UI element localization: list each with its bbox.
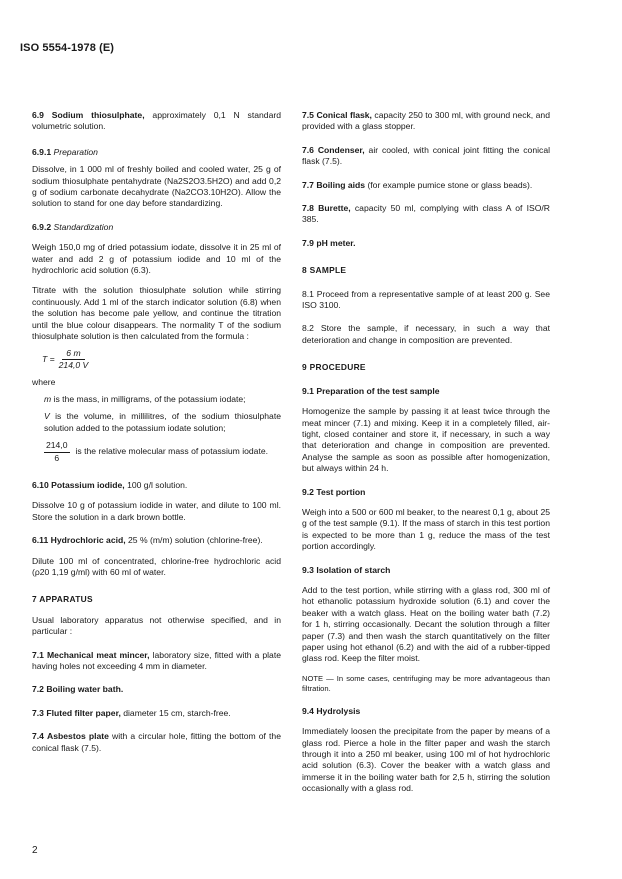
paragraph-8-1: 8.1 Proceed from a representative sample of at least 200 g. See ISO 3100.	[302, 288, 550, 311]
where-m: m is the mass, in milligrams, of the potassium iodate;	[44, 393, 246, 404]
right-column	[302, 110, 550, 795]
heading-procedure: 9 PROCEDURE	[302, 362, 366, 373]
heading-9-2: 9.2 Test portion	[302, 486, 366, 497]
paragraph-6-9-2-b: Titrate with the solution thiosulphate solution while stirring continuously. Add 1 ml of the starch indicator solution (6.8) when the solution has become pale yellow, and continue the titration until the blue colour disappears. The normality T of the sodium thiosulphate solution is then calculated from the formula :	[32, 285, 281, 342]
section-6-9: 6.9 Sodium thiosulphate, approximately 0,1 N standard volumetric solution.	[32, 110, 281, 132]
page-number: 2	[32, 845, 38, 856]
section-7-8: 7.8 Burette, capacity 50 ml, complying with class A of ISO/R 385.	[302, 203, 551, 225]
note-centrifuging: NOTE — In some cases, centrifuging may be more advantageous than filtration.	[302, 673, 550, 693]
paragraph-9-2: Weigh into a 500 or 600 ml beaker, to the nearest 0,1 g, about 25 g of the test sample (9.1). If the mass of starch in this test portion is expected to be more than 1 g, reduce the mass of the test portion accordingly.	[302, 506, 550, 552]
paragraph-9-3: Add to the test portion, while stirring with a glass rod, 300 ml of hot ethanolic potassium hydroxide solution (6.1) and cover the beaker with a watch glass. Heat on the boiling water bath (7.2) for 1 h, stirring occasionally. Decant the solution through a filter paper (7.3) and then wash the starch quantitatively on the filter paper using hot ethanol (6.2) and with the aid of a rubber-tipped glass rod. Keep the filter moist.	[302, 584, 550, 664]
paragraph-8-2: 8.2 Store the sample, if necessary, in such a way that deterioration and change in composition are prevented.	[302, 323, 550, 345]
heading-6-9-2: 6.9.2 Standardization	[32, 221, 114, 232]
paragraph-9-1: Homogenize the sample by passing it at least twice through the meat mincer (7.1) and mixing. Keep it in a completely filled, air-tight, closed container and store it, if necessary, in such a way that deterioration and change in composition are prevented. Analyse the sample as soon as possible after homogenization, but always within 24 h.	[302, 406, 550, 474]
section-7-2: 7.2 Boiling water bath.	[32, 684, 124, 695]
paragraph-6-10: Dissolve 10 g of potassium iodide in water, and dilute to 100 ml. Store the solution in a dark brown bottle.	[32, 500, 281, 522]
document-header: ISO 5554-1978 (E)	[20, 42, 115, 54]
heading-apparatus: 7 APPARATUS	[32, 594, 93, 605]
section-7-4: 7.4 Asbestos plate with a circular hole, fitting the bottom of the conical flask (7.5).	[32, 731, 281, 753]
where-v: V is the volume, in millilitres, of the sodium thiosulphate solution added to the potassium iodate solution;	[44, 411, 282, 433]
heading-9-3: 9.3 Isolation of starch	[302, 564, 391, 575]
section-7-9: 7.9 pH meter.	[302, 237, 356, 248]
paragraph-9-4: Immediately loosen the precipitate from the paper by means of a glass rod. Pierce a hole in the filter paper and wash the starch through it into a 250 ml beaker, using 100 ml of hot hydrochloric acid solution (6.3). Cover the beaker with a watch glass and immerse it in the boiling water bath for 2,5 h, stirring the solution occasionally with a glass rod.	[302, 726, 550, 794]
section-7-7: 7.7 Boiling aids (for example pumice stone or glass beads).	[302, 179, 533, 190]
section-7-3: 7.3 Fluted filter paper, diameter 15 cm, starch-free.	[32, 707, 231, 718]
where-label: where	[32, 376, 56, 387]
paragraph-apparatus: Usual laboratory apparatus not otherwise specified, and in particular :	[32, 614, 281, 637]
section-7-6: 7.6 Condenser, air cooled, with conical joint fitting the conical flask (7.5).	[302, 144, 551, 167]
section-6-11: 6.11 Hydrochloric acid, 25 % (m/m) solution (chlorine-free).	[32, 535, 263, 546]
section-7-1: 7.1 Mechanical meat mincer, laboratory size, fitted with a plate having holes not exceeding 4 mm in diameter.	[32, 649, 282, 671]
left-column	[32, 110, 281, 754]
section-7-5: 7.5 Conical flask, capacity 250 to 300 ml, with ground neck, and provided with a glass stopper.	[302, 110, 550, 132]
paragraph-6-11: Dilute 100 ml of concentrated, chlorine-free hydrochloric acid (ρ20 1,19 g/ml) with 60 ml of water.	[32, 555, 281, 577]
paragraph-6-9-1: Dissolve, in 1 000 ml of freshly boiled and cooled water, 25 g of sodium thiosulphate pentahydrate (Na2S2O3.5H2O) and add 0,2 g of sodium carbonate decahydrate (Na2CO3.10H2O). Allow the solution to stand for one day before standardizing.	[32, 164, 281, 209]
heading-9-4: 9.4 Hydrolysis	[302, 705, 361, 716]
normality-formula: T = $\frac{6 m}{214,0 V}$	[42, 347, 89, 370]
heading-9-1: 9.1 Preparation of the test sample	[302, 385, 440, 396]
section-6-10: 6.10 Potassium iodide, 100 g/l solution.	[32, 479, 188, 490]
paragraph-6-9-2-a: Weigh 150,0 mg of dried potassium iodate, dissolve it in 25 ml of water and add 2 g of potassium iodide and 10 ml of the hydrochloric acid solution (6.3).	[32, 242, 281, 276]
heading-6-9-1: 6.9.1 Preparation	[32, 146, 98, 157]
heading-sample: 8 SAMPLE	[302, 265, 347, 276]
where-molecular-mass: $\frac{214,0}{6}$ is the relative molecular mass of potassium iodate.	[46, 440, 269, 463]
